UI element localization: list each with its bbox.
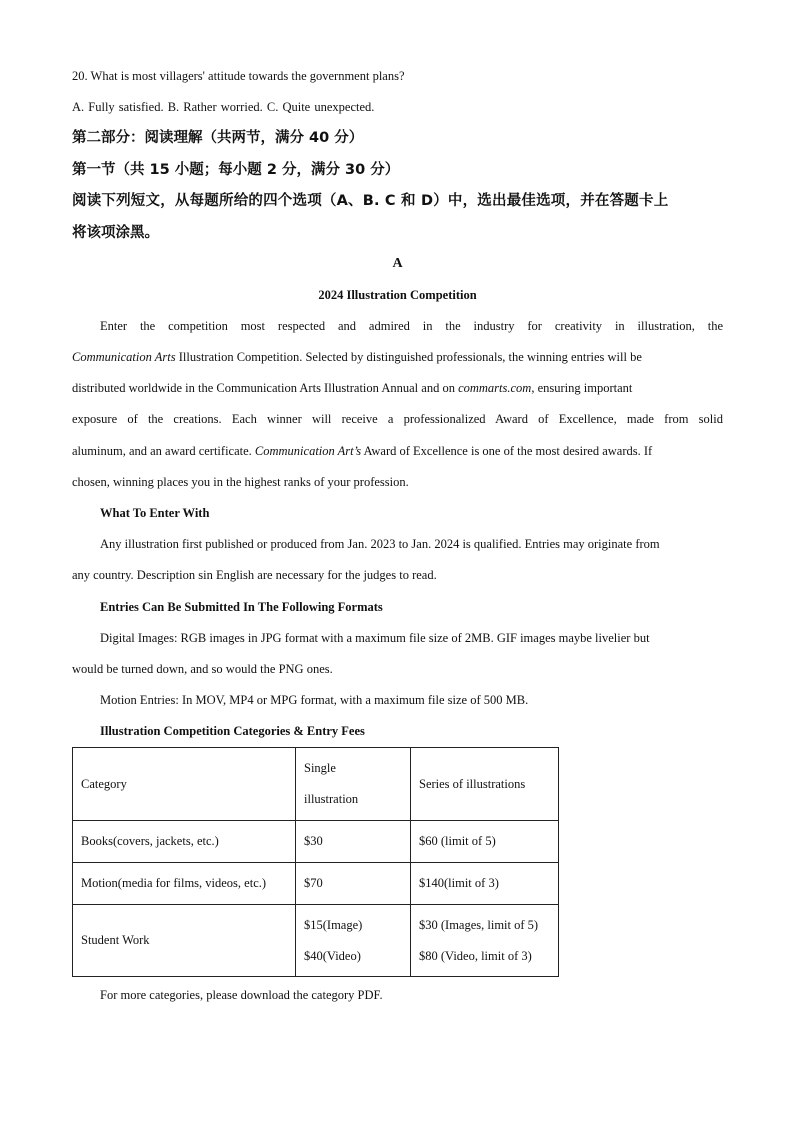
row-student-single-video: $40(Video) — [304, 948, 361, 963]
table-row — [73, 821, 559, 863]
row-motion-series: $140(limit of 3) — [411, 863, 559, 905]
table-row — [73, 905, 559, 977]
row-books-series: $60 (limit of 5) — [411, 821, 559, 863]
row-books-single: $30 — [296, 821, 411, 863]
p1-italic-award: Communication Art’s — [254, 444, 362, 458]
p1-line-1: Enter the competition most respected and admired in the industry for creativity in illustration, the — [100, 319, 723, 333]
table-caption: Illustration Competition Categories & Entry Fees — [100, 724, 365, 738]
table-header-row — [73, 748, 559, 821]
p1-line-2-text: Illustration Competition. Selected by distinguished professionals, the winning entries will be — [175, 350, 642, 364]
footer-note: For more categories, please download the category PDF. — [100, 988, 383, 1002]
row-student-single — [296, 905, 411, 977]
p1-line-2 — [72, 349, 642, 365]
p1-italic-title: Communication Arts — [72, 350, 176, 364]
question-20-options: A. Fully satisfied. B. Rather worried. C. Quite unexpected. — [72, 100, 375, 114]
passage-letter: A — [392, 256, 403, 271]
what-to-enter-line-2: any country. Description sin English are necessary for the judges to read. — [72, 568, 437, 582]
entry-fees-table — [72, 747, 559, 977]
p1-line-6: chosen, winning places you in the highest ranks of your profession. — [72, 475, 409, 489]
row-student-category: Student Work — [73, 905, 296, 977]
p1-line-3-post: , ensuring important — [531, 381, 633, 395]
p1-line-4: exposure of the creations. Each winner will receive a professionalized Award of Excellence, made from solid — [72, 412, 723, 426]
row-motion-single: $70 — [296, 863, 411, 905]
instruction-line-1: 阅读下列短文，从每题所给的四个选项（A、B. C 和 D）中，选出最佳选项，并在答题卡上 — [72, 193, 669, 209]
p1-website: commarts.com — [458, 381, 532, 395]
section1-heading: 第一节（共 15 小题；每小题 2 分，满分 30 分） — [72, 162, 400, 178]
row-student-series-video: $80 (Video, limit of 3) — [419, 948, 532, 963]
table-row — [73, 863, 559, 905]
row-student-single-image: $15(Image) — [304, 917, 363, 932]
header-single-line-2: illustration — [304, 792, 359, 806]
passage-title: 2024 Illustration Competition — [318, 288, 477, 302]
header-series: Series of illustrations — [411, 748, 559, 821]
what-to-enter-heading: What To Enter With — [100, 506, 210, 520]
digital-images-line-2: would be turned down, and so would the PNG ones. — [72, 662, 333, 676]
p1-line-5-pre: aluminum, and an award certificate. — [72, 444, 255, 458]
p1-line-5 — [72, 443, 652, 459]
row-motion-category: Motion(media for films, videos, etc.) — [73, 863, 296, 905]
header-category: Category — [73, 748, 296, 821]
part2-heading: 第二部分：阅读理解（共两节，满分 40 分） — [72, 130, 364, 146]
p1-line-3-pre: distributed worldwide in the Communication Arts Illustration Annual and on — [72, 381, 459, 395]
formats-heading: Entries Can Be Submitted In The Following Formats — [100, 600, 383, 614]
header-single-line-1: Single — [304, 761, 336, 775]
row-student-series-images: $30 (Images, limit of 5) — [419, 917, 539, 932]
p1-line-3 — [72, 380, 632, 396]
motion-entries-line: Motion Entries: In MOV, MP4 or MPG format, with a maximum file size of 500 MB. — [100, 693, 529, 707]
question-20-stem: 20. What is most villagers' attitude towards the government plans? — [72, 69, 405, 83]
p1-line-5-post: Award of Excellence is one of the most desired awards. If — [361, 444, 653, 458]
row-student-series — [411, 905, 559, 977]
digital-images-line-1: Digital Images: RGB images in JPG format with a maximum file size of 2MB. GIF images maybe livelier but — [100, 631, 650, 645]
header-single — [296, 748, 411, 821]
instruction-line-2: 将该项涂黑。 — [72, 225, 159, 241]
what-to-enter-line-1: Any illustration first published or produced from Jan. 2023 to Jan. 2024 is qualified. Entries may originate from — [100, 537, 660, 551]
row-books-category: Books(covers, jackets, etc.) — [73, 821, 296, 863]
